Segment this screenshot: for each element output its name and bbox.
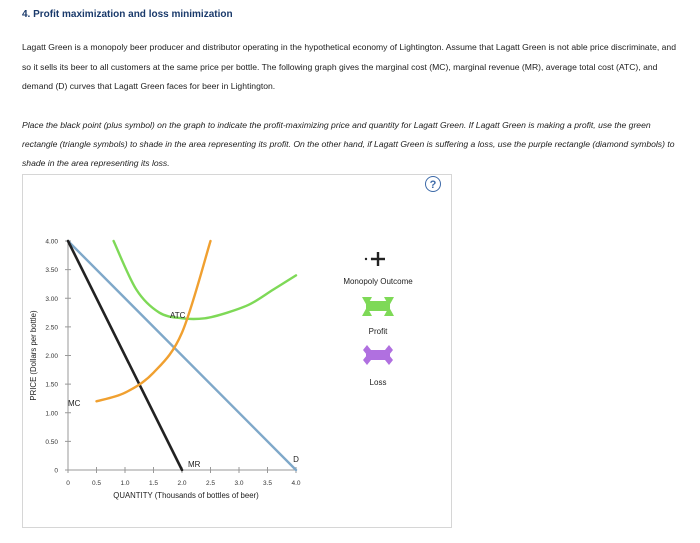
- loss-rectangle-tool[interactable]: [363, 345, 393, 387]
- y-tick-label: 2.00: [45, 353, 58, 360]
- triangle-rectangle-icon: [362, 297, 394, 316]
- profit-label: Profit: [368, 327, 388, 336]
- curve-label-d: D: [293, 455, 299, 464]
- profit-rectangle-tool[interactable]: [362, 297, 394, 336]
- curve-label-atc: ATC: [170, 311, 186, 320]
- loss-label: Loss: [369, 378, 387, 387]
- y-tick-label: 2.50: [45, 324, 58, 332]
- curve-mc: [97, 241, 211, 401]
- x-tick-label: 3.5: [262, 480, 273, 487]
- y-tick-label: 1.00: [45, 410, 58, 418]
- y-tick-label: 1.50: [45, 381, 58, 389]
- x-tick-label: 1.0: [120, 480, 130, 487]
- curve-atc: [114, 241, 296, 319]
- y-tick-label: 0: [54, 467, 58, 475]
- x-tick-label: 4.0: [291, 480, 301, 487]
- y-tick-label: 3.50: [45, 267, 58, 275]
- curve-label-mr: MR: [188, 460, 201, 469]
- x-tick-label: 2.0: [177, 480, 187, 487]
- curve-mr: [68, 241, 182, 470]
- y-tick-label: 0.50: [45, 438, 58, 446]
- x-tick-label: 3.0: [234, 480, 244, 487]
- y-tick-label: 3.00: [45, 295, 58, 303]
- x-tick-label: 1.5: [148, 480, 159, 487]
- curve-label-mc: MC: [68, 399, 81, 408]
- curve-d: [68, 241, 296, 470]
- y-axis-label: PRICE (Dollars per bottle): [29, 310, 38, 401]
- page-title: 4. Profit maximization and loss minimization: [22, 9, 233, 20]
- monopoly-outcome-tool[interactable]: [343, 252, 413, 286]
- x-tick-label: 2.5: [205, 480, 216, 487]
- monopoly-outcome-label: Monopoly Outcome: [343, 277, 413, 286]
- intro-paragraph: Lagatt Green is a monopoly beer producer and distributor operating in the hypothetical economy of Lightington. Assume that Lagatt Green is not able price discriminate, and so it sells its beer to all customers at the same price per bottle. The following graph gives the marginal cost (MC), marginal revenue (MR), average total cost (ATC), and demand (D) curves that Lagatt Green faces for beer in Lightington.: [22, 42, 676, 91]
- x-axis-label: QUANTITY (Thousands of bottles of beer): [113, 491, 259, 500]
- help-icon[interactable]: ?: [425, 176, 441, 192]
- x-tick-label: 0: [66, 480, 70, 487]
- x-tick-label: 0.5: [91, 480, 102, 487]
- diamond-rectangle-icon: [363, 345, 393, 365]
- y-tick-label: 4.00: [45, 238, 58, 246]
- plus-point-icon: [365, 252, 385, 266]
- instructions-paragraph: Place the black point (plus symbol) on the graph to indicate the profit-maximizing price and quantity for Lagatt Green. If Lagatt Green is making a profit, use the green rectangle (triangle symbols) to shade in the area representing its profit. On the other hand, if Lagatt Green is suffering a loss, use the purple rectangle (diamond symbols) to shade in the area representing its loss.: [22, 120, 675, 168]
